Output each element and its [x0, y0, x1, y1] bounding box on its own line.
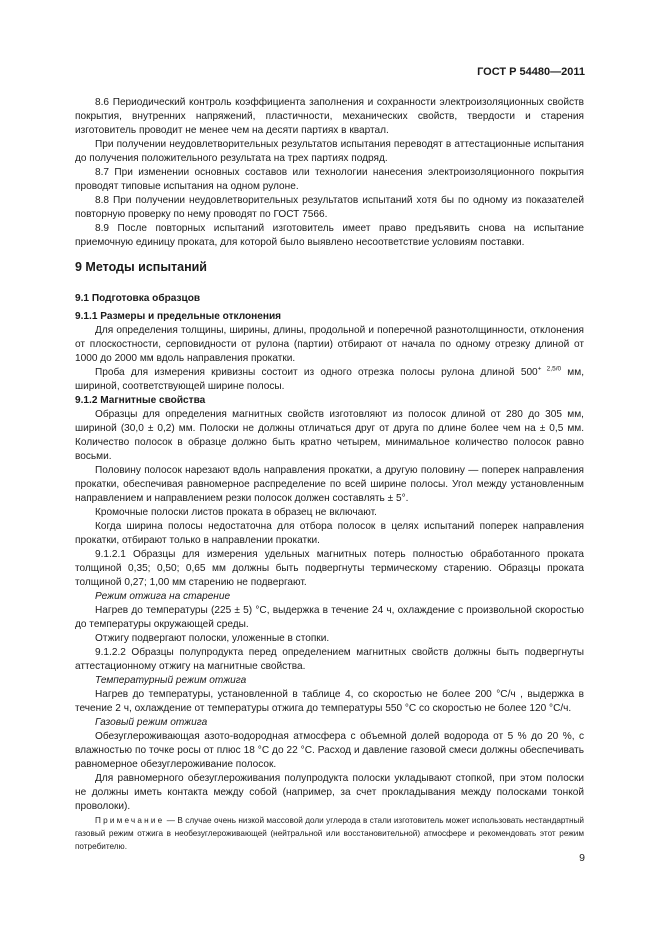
gas-paragraph-1: Обезуглероживающая азото-водородная атмосфера с объемной долей водорода от 5 % до 20 %, с влажностью по точке росы от плюс 18 °С до 22 °С. Расход и давление газовой смеси должны обеспечивать равномерное обезуглероживание полосок.: [75, 731, 584, 770]
paragraph-9-1-1-a: Для определения толщины, ширины, длины, продольной и поперечной разнотолщинности, отклонения от плоскостности, серповидности от рулона (партии) отбирают от начала по одному отрезку длиной от 1000 до 2000 мм вдоль направления прокатки.: [75, 325, 584, 364]
subsection-9-1-title: 9.1 Подготовка образцов: [75, 293, 201, 304]
note-text: — В случае очень низкой массовой доли углерода в стали изготовитель может использовать нестандартный газовый режим отжига в необезуглероживающей (нейтральной или восстановительной) атмосфере и рекомендовать этот режим потребителю.: [75, 816, 584, 851]
paragraph-9-1-2-b: Половину полосок нарезают вдоль направления прокатки, а другую половину — поперек направления прокатки, обеспечивая равномерное распределение по всей ширине полосы. Угол между установленным направлением и направлением резки полосок должен составлять ± 5°.: [75, 465, 584, 504]
page-number: 9: [579, 852, 585, 864]
gas-paragraph-2: Для равномерного обезуглероживания полупродукта полоски укладывают стопкой, при этом полоски не должны иметь контакта между собой (например, за счет прокладывания между полосками тонкой проволоки).: [75, 773, 584, 812]
paragraph-8-9: 8.9 После повторных испытаний изготовитель имеет право предъявить снова на испытание приемочную единицу проката, для которой было выявлено несоответствие условиям поставки.: [75, 223, 584, 248]
gas-mode-title: Газовый режим отжига: [95, 717, 208, 728]
note: [75, 814, 584, 853]
document-header: ГОСТ Р 54480—2011: [477, 66, 585, 78]
curvature-text: Проба для измерения кривизны состоит из одного отрезка полосы рулона длиной 500: [95, 367, 538, 378]
paragraph-9-1-2-1: 9.1.2.1 Образцы для измерения удельных магнитных потерь полностью обработанного проката толщиной 0,35; 0,50; 0,65 мм должны быть подвергнуты термическому старению. Образцы проката толщиной 0,27; 1,00 мм старению не подвергают.: [75, 549, 584, 588]
paragraph-8-7: 8.7 При изменении основных составов или технологии нанесения электроизоляционного покрытия проводят типовые испытания на одном рулоне.: [75, 167, 584, 192]
aging-paragraph-2: Отжигу подвергают полоски, уложенные в стопки.: [95, 633, 330, 644]
paragraph-9-1-2-2: 9.1.2.2 Образцы полупродукта перед определением магнитных свойств должны быть подвергнуты аттестационному отжигу на магнитные свойства.: [75, 647, 584, 672]
temperature-paragraph: Нагрев до температуры, установленной в таблице 4, со скоростью не более 200 °С/ч , выдержка в течение 2 ч, охлаждение от температуры отжига до температуры 550 °С со скоростью не более 120 °С/ч.: [75, 689, 584, 714]
paragraph-9-1-2-a: Образцы для определения магнитных свойств изготовляют из полосок длиной от 280 до 305 мм, шириной (30,0 ± 0,2) мм. Полоски не должны отличаться друг от друга по длине более чем на ± 0,5 мм. Количество полосок в образце должно быть кратно четырем, минимальное количество полосок равно восьми.: [75, 409, 584, 462]
paragraph-9-1-2-c: Кромочные полоски листов проката в образец не включают.: [95, 507, 377, 518]
paragraph-9-1-1-b: [75, 366, 584, 394]
page-body: [75, 96, 584, 853]
tolerance-superscript: + 2,5/0: [537, 365, 562, 373]
subsection-9-1-2-title: 9.1.2 Магнитные свойства: [75, 395, 206, 406]
note-label: Примечание: [95, 816, 165, 825]
temperature-mode-title: Температурный режим отжига: [95, 675, 247, 686]
paragraph-9-1-2-d: Когда ширина полосы недостаточна для отбора полосок в целях испытаний поперек направления прокатки, отбирают только в направлении прокатки.: [75, 521, 584, 546]
aging-paragraph-1: Нагрев до температуры (225 ± 5) °С, выдержка в течение 24 ч, охлаждение с произвольной скоростью до температуры окружающей среды.: [75, 605, 584, 630]
aging-mode-title: Режим отжига на старение: [95, 591, 231, 602]
section-title: 9 Методы испытаний: [75, 260, 207, 274]
paragraph-8-6: 8.6 Периодический контроль коэффициента заполнения и сохранности электроизоляционных свойств покрытия, внутренних напряжений, пластичности, механических свойств, твердости и старения изготовитель проводит не менее чем на десяти партиях в квартал.: [75, 97, 584, 136]
paragraph-8-8: 8.8 При получении неудовлетворительных результатов испытаний хотя бы по одному из показателей повторную проверку по нему проводят по ГОСТ 7566.: [75, 195, 584, 220]
subsection-9-1-1-title: 9.1.1 Размеры и предельные отклонения: [75, 311, 282, 322]
curvature-text-end: мм, шириной, соответствующей ширине полосы.: [75, 367, 584, 392]
paragraph-8-6-continued: При получении неудовлетворительных результатов испытания переводят в аттестационные испытания до получения положительного результата на трех партиях подряд.: [75, 139, 584, 164]
